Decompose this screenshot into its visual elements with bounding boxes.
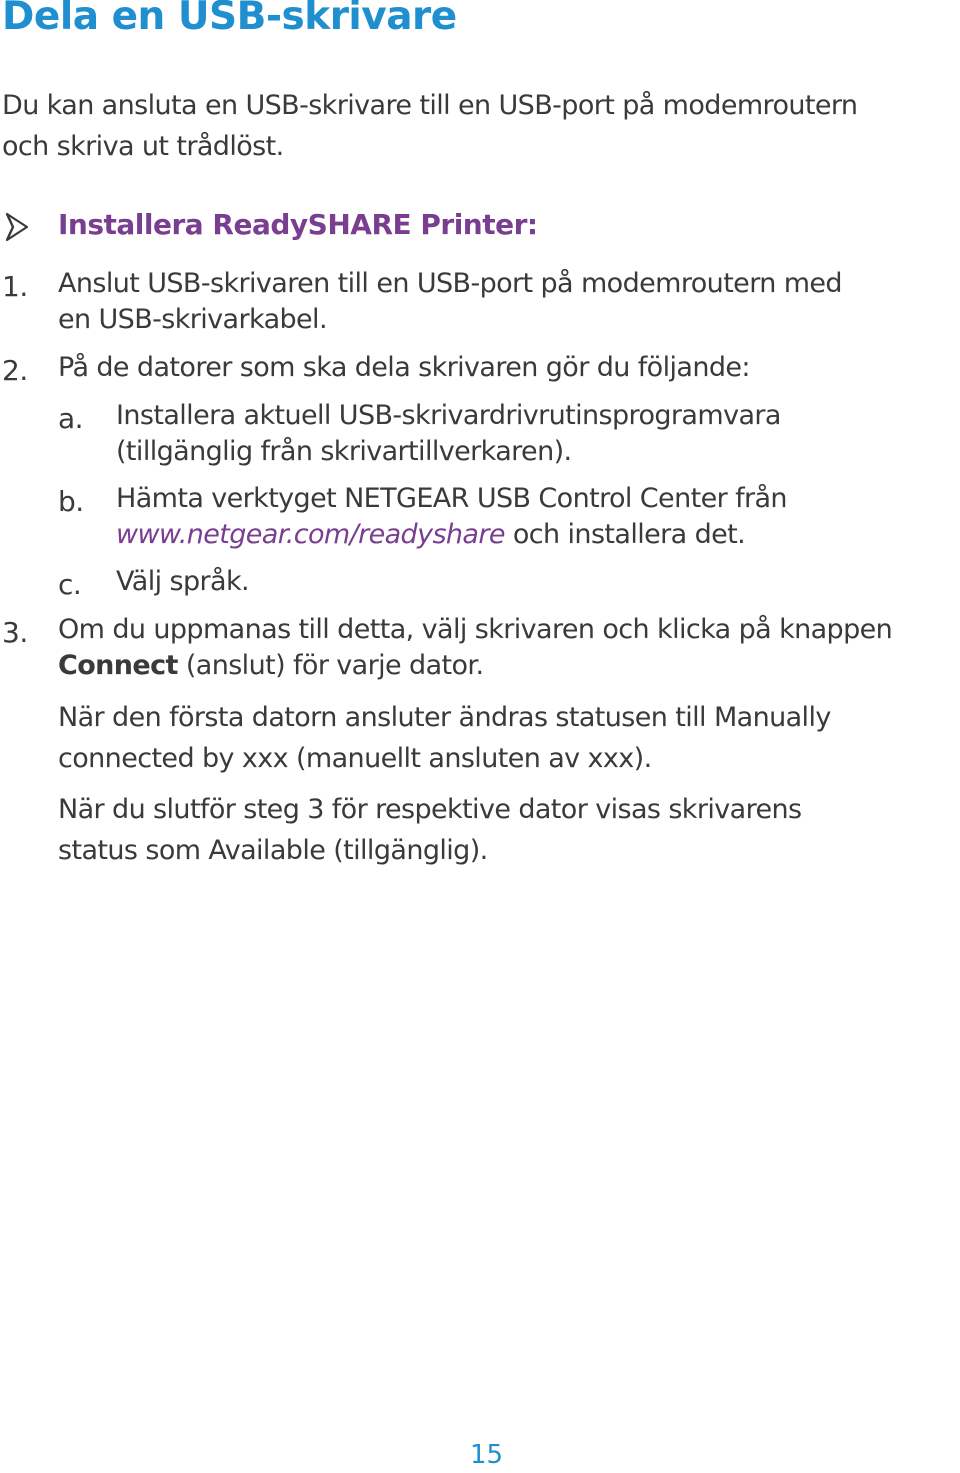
substep-a-text	[116, 398, 781, 470]
page-number: 15	[470, 1440, 504, 1470]
substep-label: a.	[58, 402, 84, 435]
step-1-line-1: Anslut USB-skrivaren till en USB-port på modemroutern med	[58, 268, 842, 299]
substep-b-text	[116, 481, 787, 553]
substep-label: c.	[58, 568, 82, 601]
intro-paragraph	[2, 85, 857, 167]
substep-b-line-1: Hämta verktyget NETGEAR USB Control Center från	[116, 483, 787, 514]
step-number: 1.	[2, 270, 28, 303]
step-1-text	[58, 266, 842, 338]
step-number: 3.	[2, 616, 28, 649]
step-3-line-1: Om du uppmanas till detta, välj skrivaren och klicka på knappen	[58, 614, 893, 645]
step-3-text	[58, 612, 892, 684]
arrow-bullet-icon	[4, 210, 30, 244]
procedure-heading: Installera ReadySHARE Printer:	[58, 208, 538, 241]
readyshare-link[interactable]: www.netgear.com/readyshare	[116, 519, 505, 550]
note-1-line-2: connected by xxx (manuellt ansluten av xxx).	[58, 743, 652, 774]
substep-b-line-2-rest: och installera det.	[504, 519, 746, 550]
connect-button-label: Connect	[58, 650, 178, 681]
note-1-line-1: När den första datorn ansluter ändras statusen till Manually	[58, 702, 831, 733]
note-paragraph	[58, 697, 831, 779]
step-1-line-2: en USB-skrivarkabel.	[58, 304, 327, 335]
note-paragraph	[58, 789, 801, 871]
substep-a-line-2: (tillgänglig från skrivartillverkaren).	[116, 436, 572, 467]
substep-a-line-1: Installera aktuell USB-skrivardrivrutinsprogramvara	[116, 400, 781, 431]
intro-line-2: och skriva ut trådlöst.	[2, 131, 284, 162]
substep-c-text: Välj språk.	[116, 566, 249, 597]
step-3-line-2-rest: (anslut) för varje dator.	[177, 650, 484, 681]
substep-label: b.	[58, 485, 84, 518]
step-number: 2.	[2, 354, 28, 387]
page-title: Dela en USB-skrivare	[2, 0, 457, 39]
note-2-line-2: status som Available (tillgänglig).	[58, 835, 488, 866]
step-2-text: På de datorer som ska dela skrivaren gör du följande:	[58, 352, 750, 383]
intro-line-1: Du kan ansluta en USB-skrivare till en USB-port på modemroutern	[2, 90, 858, 121]
note-2-line-1: När du slutför steg 3 för respektive dator visas skrivarens	[58, 794, 802, 825]
substep-b-line-2	[116, 517, 787, 553]
step-3-line-2	[58, 648, 892, 684]
